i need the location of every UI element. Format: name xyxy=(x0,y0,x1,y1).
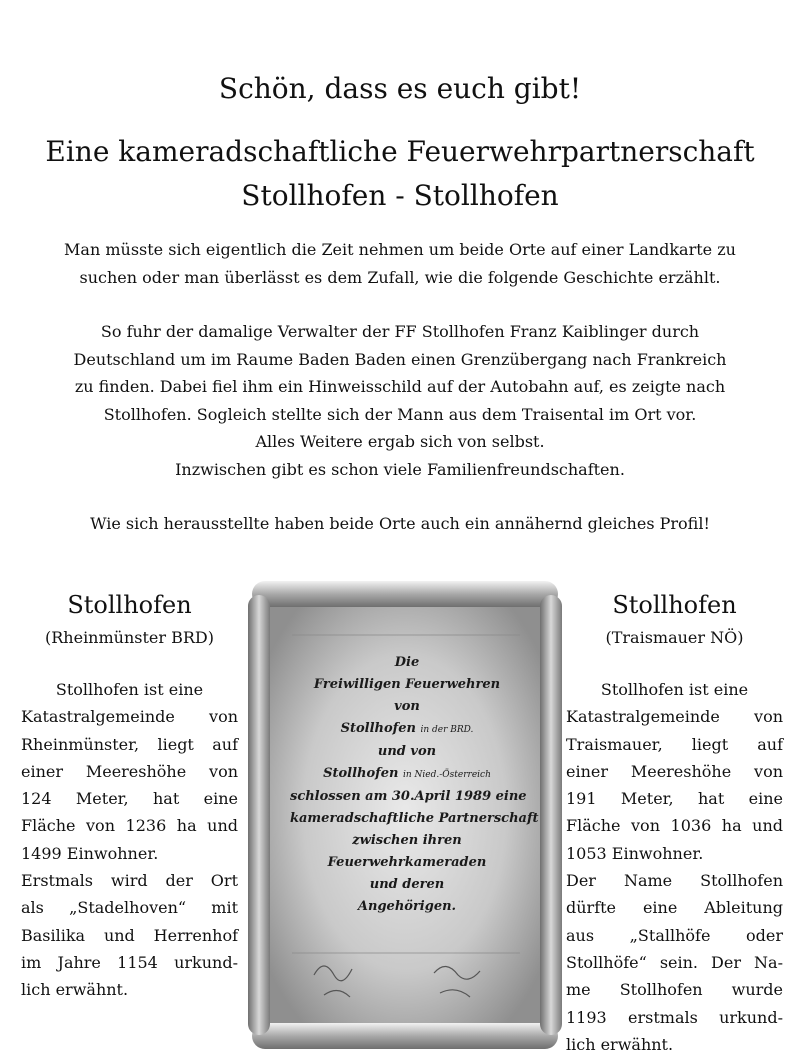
story-line: Deutschland um im Raume Baden Baden einen Grenzübergang nach Frankreich xyxy=(73,349,727,369)
right-line: 1193 erstmals urkund- xyxy=(566,1007,783,1027)
right-line: aus „Stallhöfe oder xyxy=(566,925,783,945)
subheading-line-1: Eine kameradschaftliche Feuerwehrpartnerschaft xyxy=(45,135,755,168)
right-line: 1053 Einwohner. xyxy=(566,843,704,863)
right-line: Fläche von 1036 ha und xyxy=(566,816,783,836)
certificate-line: schlossen am 30.April 1989 eine xyxy=(290,789,527,804)
certificate-line: zwischen ihren xyxy=(352,833,462,848)
right-line: 191 Meter, hat eine xyxy=(566,789,783,809)
right-body xyxy=(566,676,783,1058)
page-heading: Schön, dass es euch gibt! xyxy=(218,72,582,105)
certificate-line: und deren xyxy=(369,877,445,892)
left-line: als „Stadelhoven“ mit xyxy=(21,898,238,918)
certificate-line: Freiwilligen Feuerwehren xyxy=(313,677,501,692)
right-line: Katastralgemeinde von xyxy=(566,707,783,727)
left-line: Fläche von 1236 ha und xyxy=(21,816,238,836)
story-line: Alles Weitere ergab sich von selbst. xyxy=(255,432,545,451)
intro-paragraph xyxy=(0,236,800,291)
right-line: Stollhöfe“ sein. Der Na- xyxy=(566,952,783,972)
certificate-line: von xyxy=(394,699,420,714)
story-line: Stollhofen. Sogleich stellte sich der Mann aus dem Traisental im Ort vor. xyxy=(103,404,697,424)
left-line: Erstmals wird der Ort xyxy=(21,871,238,891)
certificate-text xyxy=(290,652,539,918)
left-line: 1499 Einwohner. xyxy=(21,843,159,863)
right-line: Der Name Stollhofen xyxy=(566,871,783,891)
story-paragraph xyxy=(0,318,800,483)
left-line: Stollhofen ist eine xyxy=(55,680,204,699)
scroll-roll-bottom xyxy=(252,1023,558,1049)
scroll-roll-left xyxy=(248,595,270,1035)
certificate-line: Feuerwehrkameraden xyxy=(327,855,487,870)
left-line: 124 Meter, hat eine xyxy=(21,789,238,809)
right-line: lich erwähnt. xyxy=(566,1034,674,1054)
left-line: im Jahre 1154 urkund- xyxy=(21,952,238,972)
intro-line: Man müsste sich eigentlich die Zeit nehmen um beide Orte auf einer Landkarte zu xyxy=(64,240,736,259)
certificate-country: in Nied.-Österreich xyxy=(403,770,491,780)
story-line: zu finden. Dabei fiel ihm ein Hinweisschild auf der Autobahn auf, es zeigte nach xyxy=(74,377,726,396)
certificate-line: Angehörigen. xyxy=(357,899,457,914)
certificate-line: und von xyxy=(377,744,437,759)
left-line: einer Meereshöhe von xyxy=(21,761,238,781)
subheading-line-2: Stollhofen - Stollhofen xyxy=(241,179,559,212)
certificate-line xyxy=(290,763,524,786)
right-line: Traismauer, liegt auf xyxy=(566,734,783,754)
left-line: lich erwähnt. xyxy=(21,980,129,1000)
certificate-place: Stollhofen xyxy=(323,766,399,781)
scroll-roll-top xyxy=(252,581,558,607)
left-body xyxy=(21,676,238,1004)
right-title: Stollhofen xyxy=(612,591,737,619)
story-line: So fuhr der damalige Verwalter der FF Stollhofen Franz Kaiblinger durch xyxy=(100,322,700,341)
right-column xyxy=(566,588,783,1058)
scroll-roll-right xyxy=(540,595,562,1035)
right-line: me Stollhofen wurde xyxy=(566,980,783,1000)
intro-line: suchen oder man überlässt es dem Zufall, wie die folgende Geschichte erzählt. xyxy=(79,267,721,287)
right-line: einer Meereshöhe von xyxy=(566,761,783,781)
profile-note: Wie sich herausstellte haben beide Orte auch ein annähernd gleiches Profil! xyxy=(90,514,710,533)
left-column xyxy=(21,588,238,1004)
left-title: Stollhofen xyxy=(67,591,192,619)
left-subtitle: (Rheinmünster BRD) xyxy=(45,628,214,647)
right-line: dürfte eine Ableitung xyxy=(566,898,783,918)
certificate-country: in der BRD. xyxy=(420,725,474,735)
left-line: Rheinmünster, liegt auf xyxy=(21,734,238,754)
certificate-line xyxy=(290,718,524,741)
story-line: Inzwischen gibt es schon viele Familienfreundschaften. xyxy=(175,459,625,479)
left-line: Basilika und Herrenhof xyxy=(21,925,238,945)
right-line: Stollhofen ist eine xyxy=(600,680,749,699)
page-subheading xyxy=(0,130,800,218)
right-subtitle: (Traismauer NÖ) xyxy=(605,628,744,647)
left-line: Katastralgemeinde von xyxy=(21,707,238,727)
certificate-place: Stollhofen xyxy=(340,721,416,736)
certificate-line: Die xyxy=(394,655,420,670)
certificate-line: kameradschaftliche Partnerschaft xyxy=(290,811,539,826)
